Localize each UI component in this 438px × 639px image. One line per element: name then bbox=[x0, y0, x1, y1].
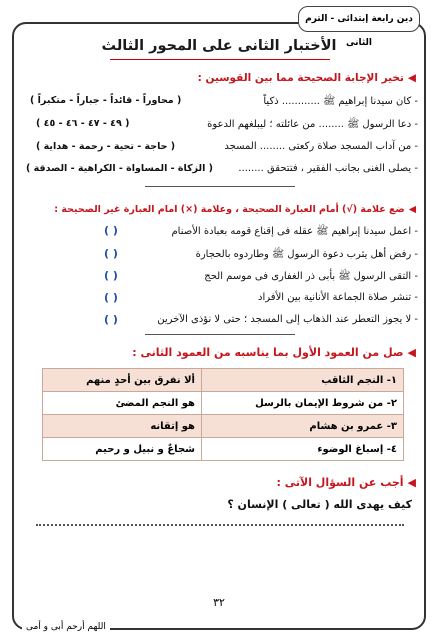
s1-options-3: ( حاجة - تحية - رحمة - هداية ) bbox=[36, 141, 176, 152]
s2-item-5: - لا يجوز التعطر عند الذهاب إلى المسجد ؛ حتى لا نؤذى الآخرين bbox=[157, 314, 418, 325]
header-tag: دين رابعة إبتدائى - الترم الثانى bbox=[298, 6, 420, 32]
table-row bbox=[43, 369, 404, 392]
s2-item-1: - اعمل سيدنا إبراهيم ﷺ عقله فى إقناع قومه بعبادة الأصنام bbox=[171, 226, 418, 237]
s1-options-1: ( محاوراً - قائداً - جباراً - متكبراً ) bbox=[30, 95, 182, 106]
question-text: كيف يهدى الله ( تعالى ) الإنسان ؟ bbox=[227, 498, 412, 511]
column-b-cell: ألا نفرق بين أحدٍ منهم bbox=[43, 369, 202, 392]
s1-item-1: - كان سيدنا إبراهيم ﷺ ............ ذكياً bbox=[263, 96, 418, 107]
table-row bbox=[43, 415, 404, 438]
table-row bbox=[43, 392, 404, 415]
title-underline bbox=[110, 59, 330, 60]
s2-item-4: - تنشر صلاة الجماعة الأنانية بين الأفراد bbox=[258, 292, 418, 303]
table-row bbox=[43, 438, 404, 461]
bullet-icon: ◀ bbox=[407, 72, 416, 84]
column-a-cell: ١- النجم الثاقب bbox=[201, 369, 403, 392]
column-a-cell: ٢- من شروط الإيمان بالرسل bbox=[201, 392, 403, 415]
section2-heading: ◀ضع علامة (√) أمام العبارة الصحيحة ، وعلامة (×) امام العبارة غير الصحيحة : bbox=[54, 204, 416, 215]
s1-options-4: ( الزكاة - المساواة - الكراهية - الصدقة ) bbox=[26, 163, 213, 174]
page-border bbox=[12, 22, 426, 630]
column-a-cell: ٣- عمرو بن هشام bbox=[201, 415, 403, 438]
s2-answer-1[interactable]: ( ) bbox=[104, 224, 118, 237]
s1-item-2: - دعا الرسول ﷺ ........ من عائلته ؛ ليبلغهم الدعوة bbox=[207, 119, 418, 130]
column-a-cell: ٤- إسباغ الوضوء bbox=[201, 438, 403, 461]
s1-item-3: - من آداب المسجد صلاة ركعتى ........ المسجد bbox=[224, 141, 418, 152]
bullet-icon: ◀ bbox=[407, 476, 416, 489]
bullet-icon: ◀ bbox=[408, 204, 416, 215]
column-b-cell: هو إتقانه bbox=[43, 415, 202, 438]
s2-answer-3[interactable]: ( ) bbox=[104, 269, 118, 282]
matching-table bbox=[42, 368, 404, 461]
s2-item-2: - رفض أهل يثرب دعوة الرسول ﷺ وطاردوه بالحجارة bbox=[195, 249, 418, 260]
s2-answer-4[interactable]: ( ) bbox=[104, 291, 118, 304]
section3-heading: ◀صل من العمود الأول بما يناسبه من العمود الثانى : bbox=[132, 346, 416, 359]
section1-heading: ◀تخير الإجابة الصحيحة مما بين القوسين : bbox=[197, 72, 416, 84]
column-b-cell: هو النجم المضئ bbox=[43, 392, 202, 415]
bullet-icon: ◀ bbox=[407, 346, 416, 359]
column-b-cell: شجاعٌ و نبيل و رحيم bbox=[43, 438, 202, 461]
page-title: الأختبار الثانى على المحور الثالث bbox=[101, 38, 337, 54]
footer-dua: اللهم أرحم أبى و أمى bbox=[22, 622, 110, 632]
s2-answer-5[interactable]: ( ) bbox=[104, 313, 118, 326]
separator-1 bbox=[145, 186, 295, 187]
section4-heading: ◀أجب عن السؤال الآتى : bbox=[276, 476, 416, 489]
s2-item-3: - التقى الرسول ﷺ بأبى ذر الغفارى فى موسم الحج bbox=[204, 271, 418, 282]
separator-2 bbox=[145, 334, 295, 335]
page-number: ٣٢ bbox=[213, 596, 225, 609]
s2-answer-2[interactable]: ( ) bbox=[104, 247, 118, 260]
s1-item-4: - يصلى الغنى بجانب الفقير ، فتتحقق ........ bbox=[238, 163, 418, 174]
s1-options-2: ( ٤٩ - ٤٧ - ٤٦ - ٤٥ ) bbox=[36, 118, 130, 129]
answer-line[interactable] bbox=[36, 524, 404, 526]
